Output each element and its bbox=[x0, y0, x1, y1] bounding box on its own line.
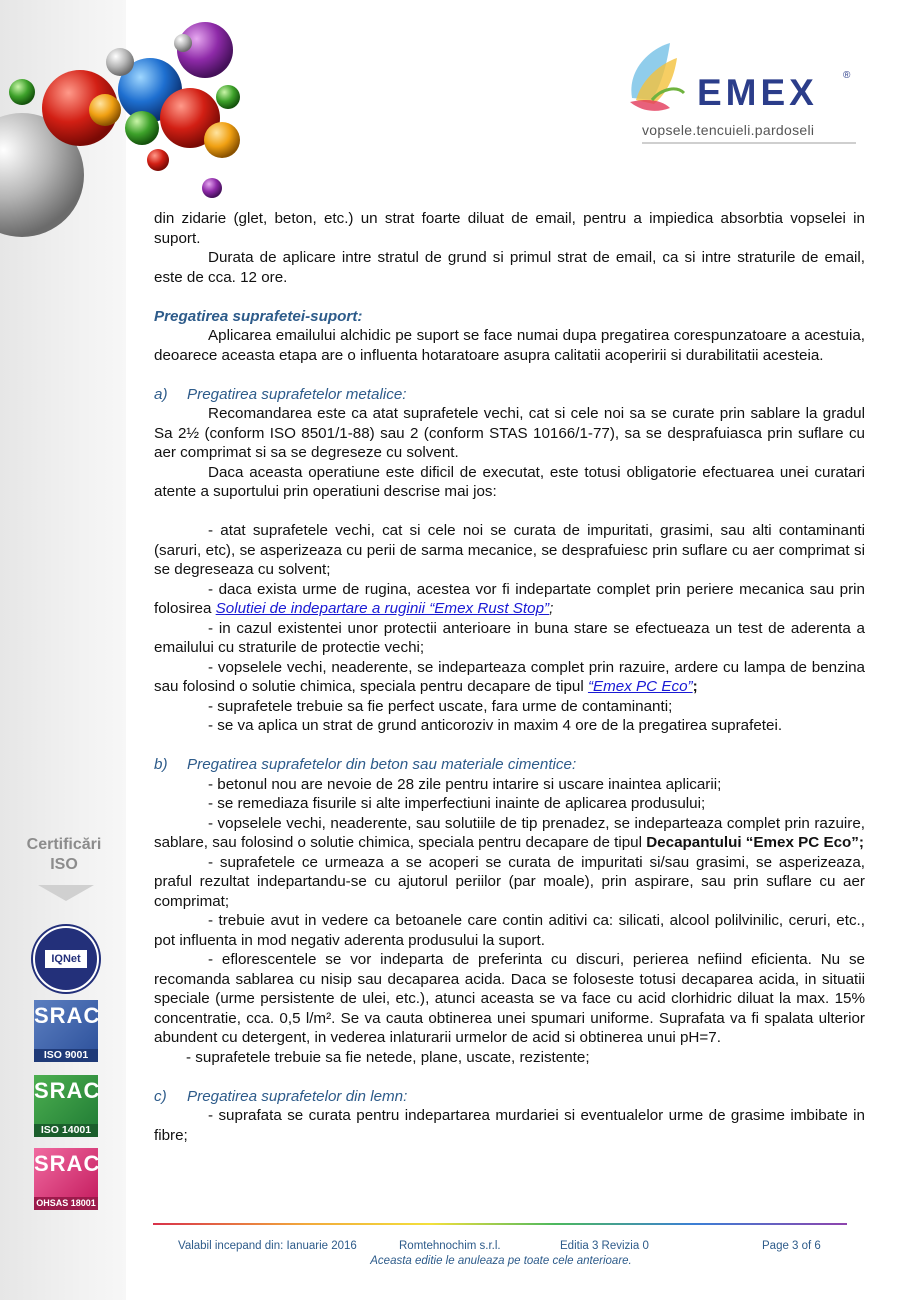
srac-mark: SRAC bbox=[34, 1078, 101, 1103]
bullet-item: - atat suprafetele vechi, cat si cele noi se curata de impuritati, grasimi, sau alti contaminanti (saruri, etc), se asperizeaza cu perii de sarma mecanice, se desprafuiesc prin suflare cu aer comprimat si se degreseaza cu solvent; bbox=[154, 522, 865, 578]
bullet-item: - suprafetele trebuie sa fie perfect uscate, fara urme de contaminanti; bbox=[208, 697, 673, 715]
ohsas-18001-badge bbox=[34, 1148, 101, 1210]
bullet-item: - suprafata se curata pentru indepartarea murdariei si eventualelor urme de grasime imbibate in fibre; bbox=[154, 1107, 865, 1144]
bullet-item bbox=[154, 814, 865, 853]
footer-page-number: Page 3 of 6 bbox=[762, 1240, 821, 1252]
bullet-item: - betonul nou are nevoie de 28 zile pentru intarire si uscare inaintea aplicarii; bbox=[208, 775, 722, 793]
paragraph: Durata de aplicare intre stratul de grund si primul strat de email, ca si intre straturile de email, este de cca. 12 ore. bbox=[154, 249, 865, 286]
badge-label: ISO 9001 bbox=[34, 1049, 98, 1062]
subsection-title: Pregatirea suprafetelor din lemn: bbox=[187, 1087, 408, 1105]
subsection-title: Pregatirea suprafetelor metalice: bbox=[187, 385, 407, 403]
document-body bbox=[154, 209, 865, 1145]
srac-mark: SRAC bbox=[34, 1003, 101, 1028]
silver-sphere-small bbox=[106, 48, 134, 76]
bullet-item: - suprafetele trebuie sa fie netede, plane, uscate, rezistente; bbox=[186, 1048, 590, 1066]
iso-9001-badge bbox=[34, 1000, 101, 1062]
green-sphere-right bbox=[216, 85, 240, 109]
purple-sphere-small bbox=[202, 178, 222, 198]
cert-title-line: ISO bbox=[50, 856, 78, 873]
footer-note: Aceasta editie le anuleaza pe toate cele anterioare. bbox=[370, 1255, 632, 1267]
iqnet-badge bbox=[33, 926, 99, 992]
registered-mark: ® bbox=[843, 70, 851, 81]
bullet-item bbox=[154, 580, 865, 619]
subsection-title: Pregatirea suprafetelor din beton sau materiale cimentice: bbox=[187, 756, 577, 773]
chevron-down-icon bbox=[38, 885, 94, 901]
green-sphere-left bbox=[9, 79, 35, 105]
bullet-item: - in cazul existentei unor protectii anterioare in buna stare se efectueaza un test de aderenta a emailului cu straturile de protectie vechi; bbox=[154, 619, 865, 656]
bullet-text: - vopselele vechi, neaderente, sau solutiile de tip prenadez, se indeparteaza complet prin razuire, sablare, sau folosind o solutie chimica, speciala pentru decapare de tipul bbox=[154, 814, 865, 851]
brand-tagline: vopsele.tencuieli.pardoseli bbox=[642, 122, 815, 138]
bullet-item: - se remediaza fisurile si alte imperfectiuni inainte de aplicarea produsului; bbox=[208, 795, 706, 812]
bullet-text-end: ; bbox=[549, 600, 554, 617]
badge-label: OHSAS 18001 bbox=[34, 1197, 98, 1210]
footer-valid-date: Valabil incepand din: Ianuarie 2016 bbox=[178, 1240, 357, 1252]
orange-sphere-right bbox=[204, 122, 240, 158]
decorative-spheres-image bbox=[0, 0, 250, 240]
rust-stop-link[interactable]: Solutiei de indepartare a ruginii “Emex Rust Stop” bbox=[215, 600, 550, 617]
subsection-letter: a) bbox=[154, 385, 168, 403]
paragraph: Recomandarea este ca atat suprafetele vechi, cat si cele noi sa se curate prin sablare la gradul Sa 2½ (conform ISO 8501/1-88) sau 2 (conform STAS 10166/1-77), sa se desprafuiasca prin suflare cu aer comprimat si sa se degreseze cu solvent. bbox=[154, 405, 865, 461]
silver-sphere-tiny bbox=[174, 34, 192, 52]
product-name-bold: Decapantului “Emex PC Eco”; bbox=[646, 834, 864, 851]
bullet-item: - se va aplica un strat de grund anticoroziv in maxim 4 ore de la pregatirea suprafetei. bbox=[208, 717, 783, 734]
green-sphere bbox=[125, 111, 159, 145]
footer-edition: Editia 3 Revizia 0 bbox=[560, 1240, 649, 1252]
certifications-title bbox=[14, 835, 114, 875]
bullet-text: - vopselele vechi, neaderente, se indeparteaza complet prin razuire, ardere cu lampa de benzina sau folosind o solutie chimica, speciala pentru decapare de tipul bbox=[154, 658, 865, 695]
bullet-item bbox=[154, 658, 865, 697]
subsection-heading-c bbox=[154, 1087, 865, 1107]
badge-label: ISO 14001 bbox=[34, 1124, 98, 1137]
bullet-item: - suprafetele ce urmeaza a se acoperi se curata de impuritati si/sau grasimi, se asperizeaza, praful rezultat indepartandu-se cu ajutorul periilor (par moale), prin aspirare, sau prin suflare cu aer comprimat; bbox=[154, 853, 865, 910]
red-sphere-small bbox=[147, 149, 169, 171]
bullet-text: - daca exista urme de rugina, acestea vor fi indepartate complet prin periere mecanica sau prin folosirea bbox=[154, 580, 865, 617]
footer-divider bbox=[153, 1223, 847, 1225]
bullet-item: - trebuie avut in vedere ca betoanele care contin aditivi ca: silicati, alcool polilvinilic, ceruri, etc., pot influenta in mod negativ aderenta produsului la suport. bbox=[154, 912, 865, 949]
srac-mark: SRAC bbox=[34, 1151, 101, 1176]
pc-eco-link[interactable]: “Emex PC Eco” bbox=[587, 678, 693, 695]
paragraph: din zidarie (glet, beton, etc.) un strat foarte diluat de email, pentru a impiedica absorbtia vopselei in suport. bbox=[154, 210, 865, 247]
footer-company: Romtehnochim s.r.l. bbox=[399, 1240, 501, 1252]
iso-14001-badge bbox=[34, 1075, 101, 1137]
brand-name: EMEX bbox=[697, 72, 818, 113]
orange-sphere bbox=[89, 94, 121, 126]
subsection-heading-a bbox=[154, 385, 865, 405]
section-heading: Pregatirea suprafetei-suport: bbox=[154, 307, 363, 325]
paragraph: Daca aceasta operatiune este dificil de executat, este totusi obligatorie efectuarea unei curatari atente a suportului prin operatiuni descrise mai jos: bbox=[154, 463, 865, 500]
iqnet-label: IQNet bbox=[45, 950, 87, 968]
paragraph: Aplicarea emailului alchidic pe suport se face numai dupa pregatirea corespunzatoare a acestuia, deoarece aceasta etapa are o influenta hotaratoare asupra calitatii acoperirii si durabilitatii acesteia. bbox=[154, 327, 865, 364]
cert-title-line: Certificări bbox=[26, 836, 102, 853]
bullet-text-end: ; bbox=[692, 678, 698, 695]
subsection-letter: c) bbox=[154, 1087, 167, 1105]
bullet-item: - eflorescentele se vor indeparta de preferinta cu discuri, perierea nefiind eficienta. Nu se recomanda sablarea cu nisip sau decaparea acida. Daca se foloseste totusi decaparea acida, in situatii speciale (urme persistente de ulei, etc.), atunci aceasta se va face cu acid clorhidric diluat la max. 15% concentratie, cca. 0,5 l/m². Se va cauta obtinerea unei spumari uniforme. Suprafata va fi spalata ulterior abundent cu detergent, in vederea inlaturarii urmelor de acid si obtinerea unui pH=7. bbox=[154, 951, 865, 1046]
subsection-heading-b bbox=[154, 755, 865, 775]
subsection-letter: b) bbox=[154, 756, 168, 773]
logo-divider bbox=[642, 142, 856, 144]
